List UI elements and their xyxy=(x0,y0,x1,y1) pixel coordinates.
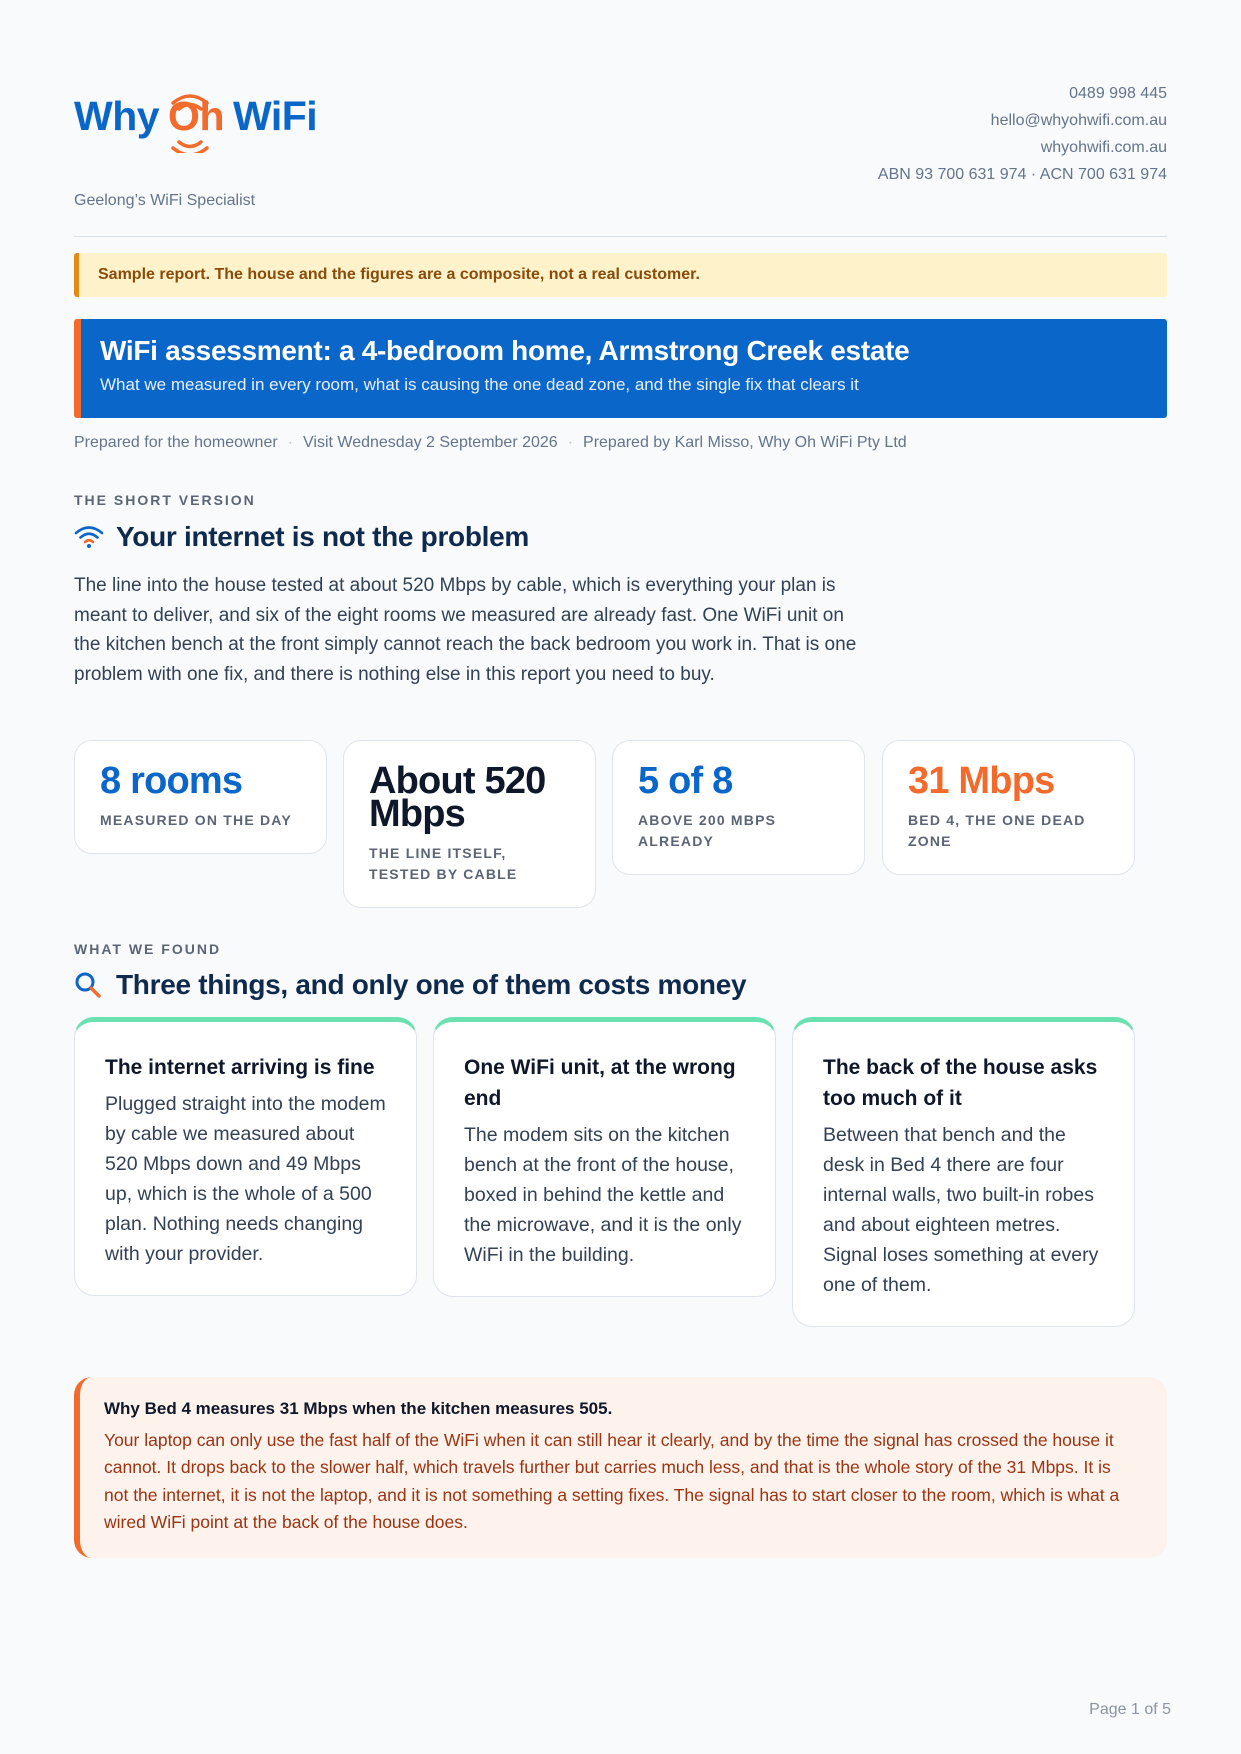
brand-logo xyxy=(74,78,317,154)
stat-card xyxy=(882,740,1135,875)
stat-label: THE LINE ITSELF, TESTED BY CABLE xyxy=(369,845,518,882)
visit-date: Visit Wednesday 2 September 2026 xyxy=(303,434,558,451)
search-icon xyxy=(74,971,104,999)
short-version-eyebrow: THE SHORT VERSION xyxy=(74,492,256,508)
stat-value: 5 of 8 xyxy=(638,760,733,802)
stat-value: 8 rooms xyxy=(100,760,243,802)
logo-wifi: WiFi xyxy=(232,92,318,139)
abn-acn: ABN 93 700 631 974 · ACN 700 631 974 xyxy=(877,166,1167,183)
finding-body: Plugged straight into the modem by cable we measured about 520 Mbps down and 49 Mbps up, which is the whole of a 500 plan. Nothing needs changing with your provider. xyxy=(105,1093,386,1265)
prepared-for: Prepared for the homeowner xyxy=(74,434,278,451)
stat-label: ABOVE 200 MBPS ALREADY xyxy=(638,812,777,849)
website: whyohwifi.com.au xyxy=(1040,139,1167,156)
report-meta xyxy=(74,434,907,452)
stat-label: MEASURED ON THE DAY xyxy=(100,812,292,828)
report-title: WiFi assessment: a 4‑bedroom home, Armstrong Creek estate xyxy=(100,335,910,366)
finding-body: Between that bench and the desk in Bed 4 there are four internal walls, two built-in robes and about eighteen metres. Signal loses something at every one of them. xyxy=(823,1124,1099,1296)
phone-number: 0489 998 445 xyxy=(1069,85,1167,102)
short-version-heading xyxy=(74,521,529,553)
contact-block xyxy=(878,80,1167,188)
findings-heading xyxy=(74,969,746,1001)
page-number: Page 1 of 5 xyxy=(1089,1701,1171,1718)
header-divider xyxy=(74,236,1167,237)
callout-body: Your laptop can only use the fast half of the WiFi when it can still hear it clearly, and by the time the signal has crossed the house it cannot. It drops back to the slower half, which travels further but carries much less, and that is the whole story of the 31 Mbps. It is not the internet, it is not the laptop, and it is not something a setting fixes. The signal has to start closer to the room, which is what a wired WiFi point at the back of the house does. xyxy=(104,1430,1120,1532)
meta-separator: · xyxy=(567,434,574,451)
sample-notice: Sample report. The house and the figures are a composite, not a real customer. xyxy=(74,253,1167,297)
logo-oh-text: Oh xyxy=(168,92,224,139)
tagline: Geelong’s WiFi Specialist xyxy=(74,192,256,209)
stat-value: 31 Mbps xyxy=(908,760,1055,802)
title-banner xyxy=(74,319,1167,418)
email-address: hello@whyohwifi.com.au xyxy=(990,112,1167,129)
explanation-callout xyxy=(74,1377,1167,1558)
report-subtitle: What we measured in every room, what is causing the one dead zone, and the single fix that clears it xyxy=(100,375,859,394)
logo-oh xyxy=(168,93,224,140)
stat-card xyxy=(74,740,327,854)
stat-value: About 520 Mbps xyxy=(369,760,546,835)
stat-card xyxy=(343,740,596,908)
finding-title: One WiFi unit, at the wrong end xyxy=(464,1056,736,1110)
short-version-body: The line into the house tested at about 520 Mbps by cable, which is everything your plan is meant to deliver, and six of the eight rooms we measured are already fast. One WiFi unit on the kitchen bench at the front simply cannot reach the back bedroom you work in. That is one problem with one fix, and there is nothing else in this report you need to buy. xyxy=(74,575,857,685)
finding-body: The modem sits on the kitchen bench at the front of the house, boxed in behind the kettle and the microwave, and it is the only WiFi in the building. xyxy=(464,1124,742,1266)
logo-why: Why xyxy=(74,92,160,139)
stat-card xyxy=(612,740,865,875)
callout-title: Why Bed 4 measures 31 Mbps when the kitchen measures 505. xyxy=(104,1399,613,1418)
findings-eyebrow: WHAT WE FOUND xyxy=(74,941,222,957)
finding-card xyxy=(74,1017,417,1296)
findings-heading-text: Three things, and only one of them costs money xyxy=(116,969,747,1000)
wifi-icon xyxy=(74,524,104,550)
prepared-by: Prepared by Karl Misso, Why Oh WiFi Pty Ltd xyxy=(583,434,907,451)
stat-label: BED 4, THE ONE DEAD ZONE xyxy=(908,812,1086,849)
finding-title: The internet arriving is fine xyxy=(105,1056,375,1079)
finding-title: The back of the house asks too much of it xyxy=(823,1056,1098,1110)
meta-separator: · xyxy=(287,434,293,451)
finding-card xyxy=(792,1017,1135,1327)
finding-card xyxy=(433,1017,776,1297)
short-version-heading-text: Your internet is not the problem xyxy=(116,521,530,552)
